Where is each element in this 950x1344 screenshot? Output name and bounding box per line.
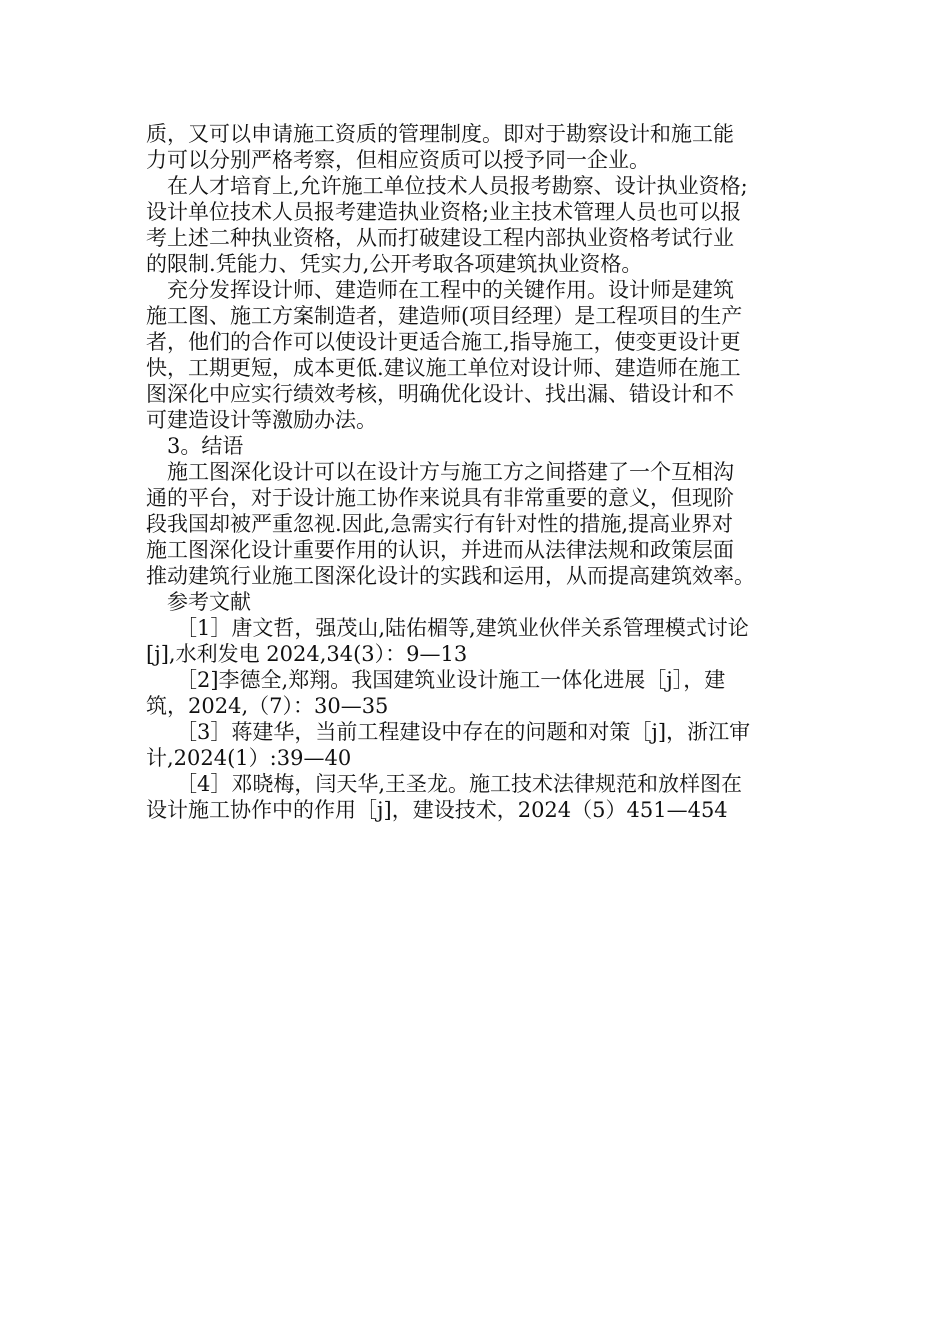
paragraph-first-line: 充分发挥设计师、建造师在工程中的关键作用。设计师是建筑 [167,278,734,302]
reference-item: ［4］邓晓梅，闫天华,王圣龙。施工技术法律规范和放样图在 [176,772,743,796]
text-line: 通的平台，对于设计施工协作来说具有非常重要的意义，但现阶 [146,486,734,510]
document-body [146,121,786,823]
text-line: 施工图、施工方案制造者，建造师(项目经理）是工程项目的生产 [146,304,743,328]
reference-item: ［1］唐文哲，强茂山,陆佑楣等,建筑业伙伴关系管理模式讨论 [176,616,749,640]
text-line: 者，他们的合作可以使设计更适合施工,指导施工，使变更设计更 [146,330,741,354]
text-line: 的限制.凭能力、凭实力,公开考取各项建筑执业资格。 [146,252,643,276]
text-line: 快，工期更短，成本更低.建议施工单位对设计师、建造师在施工 [146,356,741,380]
reference-item-continued: 设计施工协作中的作用［j]，建设技术，2024（5）451—454 [146,798,728,822]
text-line: 设计单位技术人员报考建造执业资格;业主技术管理人员也可以报 [146,200,742,224]
text-line: 段我国却被严重忽视.因此,急需实行有针对性的措施,提高业界对 [146,512,734,536]
text-line: 施工图深化设计重要作用的认识，并进而从法律法规和政策层面 [146,538,734,562]
text-line: 推动建筑行业施工图深化设计的实践和运用，从而提高建筑效率。 [146,564,755,588]
reference-item-continued: [j],水利发电 2024,34(3）：9—13 [146,642,468,666]
reference-item-continued: 计,2024(1）:39—40 [146,746,352,770]
paragraph-first-line: 在人才培育上,允许施工单位技术人员报考勘察、设计执业资格; [167,174,748,198]
text-line: 可建造设计等激励办法。 [146,408,377,432]
paragraph-first-line: 施工图深化设计可以在设计方与施工方之间搭建了一个互相沟 [167,460,734,484]
reference-item: ［3］蒋建华，当前工程建设中存在的问题和对策［j]，浙江审 [176,720,751,744]
reference-item-continued: 筑，2024,（7）：30—35 [146,694,389,718]
text-line: 考上述二种执业资格，从而打破建设工程内部执业资格考试行业 [146,226,734,250]
section-heading: 3。结语 [167,434,244,458]
text-line: 质，又可以申请施工资质的管理制度。即对于勘察设计和施工能 [146,122,734,146]
reference-item: ［2]李德全,郑翔。我国建筑业设计施工一体化进展［j］，建 [176,668,726,692]
text-line: 图深化中应实行绩效考核，明确优化设计、找出漏、错设计和不 [146,382,734,406]
text-line: 力可以分别严格考察，但相应资质可以授予同一企业。 [146,148,650,172]
references-heading: 参考文献 [167,590,251,614]
